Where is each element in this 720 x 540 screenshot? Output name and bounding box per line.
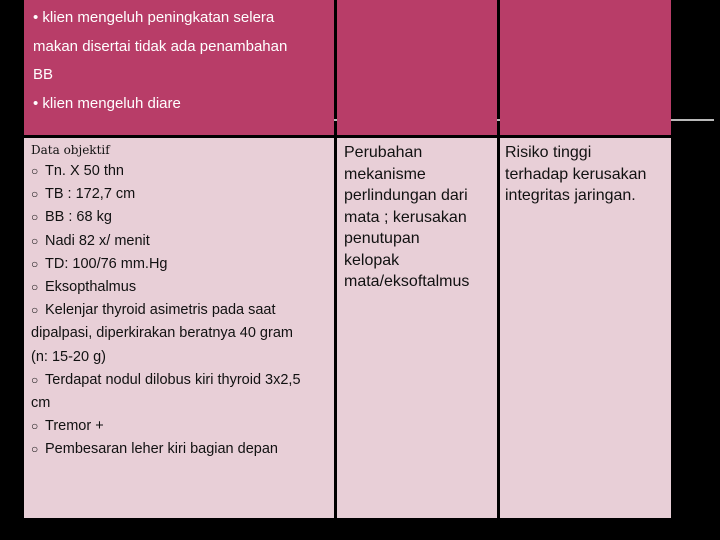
cell-data-objektif: [24, 138, 334, 518]
circle-bullet-icon: ○: [31, 419, 39, 434]
list-item: [31, 253, 331, 276]
header-line: makan disertai tidak ada penambahan: [33, 37, 288, 55]
masalah-line: terhadap kerusakan: [505, 165, 647, 183]
etiologi-line: mekanisme: [344, 165, 426, 183]
list-item: [31, 206, 331, 229]
list-item-continuation: dipalpasi, diperkirakan beratnya 40 gram: [31, 325, 293, 342]
circle-bullet-icon: ○: [31, 233, 39, 248]
etiologi-line: penutupan: [344, 230, 420, 247]
cell-etiologi: [337, 138, 497, 518]
masalah-line: Risiko tinggi: [505, 144, 592, 161]
etiologi-line: perlindungan dari: [344, 187, 468, 204]
list-item-text: Eksopthalmus: [45, 279, 137, 296]
cell-masalah: [500, 138, 671, 518]
list-item: [31, 438, 331, 461]
list-item: [31, 183, 331, 206]
list-item: [31, 415, 331, 438]
circle-bullet-icon: ○: [31, 256, 39, 271]
list-item-continuation: cm: [31, 395, 51, 412]
list-item: [31, 299, 331, 322]
header-cell-3: [500, 0, 671, 135]
etiologi-line: mata ; kerusakan: [344, 208, 467, 226]
masalah-line: integritas jaringan.: [505, 187, 636, 204]
etiologi-line: kelopak: [344, 251, 400, 269]
header-cell-subjektif: [24, 0, 334, 135]
circle-bullet-icon: ○: [31, 280, 39, 295]
circle-bullet-icon: ○: [31, 187, 39, 202]
list-item: [31, 369, 331, 392]
etiologi-line: mata/eksoftalmus: [344, 273, 470, 290]
list-item-text: BB : 68 kg: [45, 209, 112, 226]
list-item: [31, 160, 331, 183]
circle-bullet-icon: ○: [31, 164, 39, 178]
list-item-text: Pembesaran leher kiri bagian depan: [45, 441, 278, 458]
list-item-continuation: (n: 15-20 g): [31, 348, 106, 365]
header-cell-2: [337, 0, 497, 135]
circle-bullet-icon: ○: [31, 303, 39, 318]
list-item-text: TB : 172,7 cm: [45, 186, 136, 203]
list-item-text: Nadi 82 x/ menit: [45, 232, 150, 249]
circle-bullet-icon: ○: [31, 372, 39, 387]
header-line: • klien mengeluh diare: [33, 94, 181, 112]
circle-bullet-icon: ○: [31, 442, 39, 457]
circle-bullet-icon: ○: [31, 210, 39, 225]
list-item-text: Tremor +: [45, 418, 104, 435]
list-item: [31, 230, 331, 253]
list-item-text: Kelenjar thyroid asimetris pada saat: [45, 302, 276, 319]
list-item-text: Terdapat nodul dilobus kiri thyroid 3x2,5: [45, 371, 301, 388]
list-item-text: TD: 100/76 mm.Hg: [45, 255, 168, 272]
header-line: BB: [33, 66, 54, 83]
list-item: [31, 276, 331, 299]
data-objektif-heading: Data objektif: [31, 143, 110, 157]
etiologi-line: Perubahan: [344, 144, 423, 161]
list-item-text: Tn. X 50 thn: [45, 163, 124, 179]
header-line: • klien mengeluh peningkatan selera: [33, 9, 275, 26]
